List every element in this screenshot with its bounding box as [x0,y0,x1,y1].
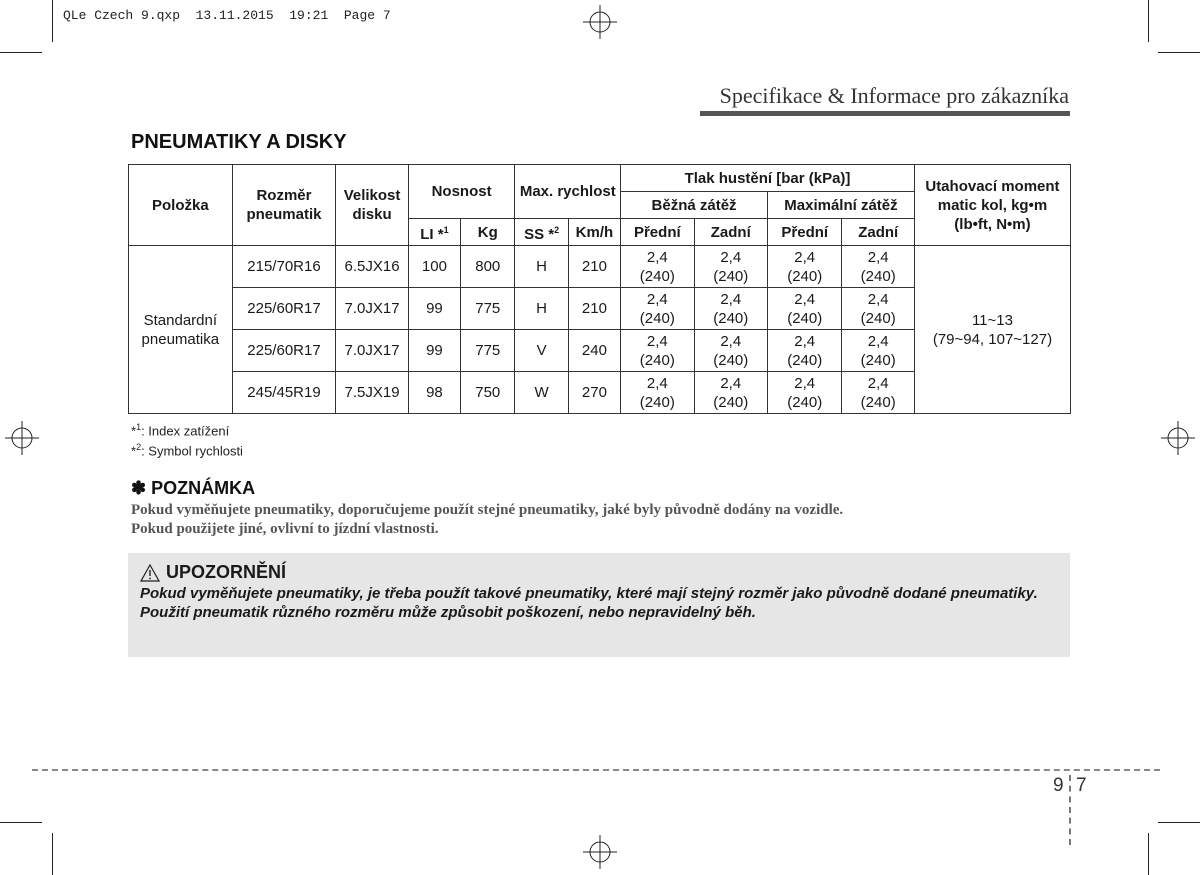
li-cell: 99 [408,288,460,330]
header-rear-max: Zadní [842,219,914,246]
warning-box [128,553,1070,657]
warning-text: Pokud vyměňujete pneumatiky, je třeba použít takové pneumatiky, které mají stejný rozměr jako původně dodané pneumatiky. [140,585,1038,602]
wheel-size-cell: 7.0JX17 [336,330,408,372]
crop-mark [1158,52,1200,53]
header-front-normal: Přední [621,219,694,246]
page-number-divider [1069,775,1072,845]
warning-text: Použití pneumatik různého rozměru může způsobit poškození, nebo nepravidelný běh. [140,604,756,621]
section-title: PNEUMATIKY A DISKY [131,131,347,153]
wheel-size-cell: 6.5JX16 [336,246,408,288]
header-li: LI *$^1$ [408,219,460,246]
header-ss: SS *$^2$ [515,219,568,246]
header-wheel-size: Velikost disku [336,165,408,246]
page-number: 7 [1076,775,1087,796]
warning-title: UPOZORNĚNÍ [166,562,287,582]
wheel-size-cell: 7.0JX17 [336,288,408,330]
pressure-cell: 2,4 (240) [694,330,767,372]
header-rule [700,111,1070,116]
kmh-cell: 240 [568,330,620,372]
ss-cell: W [515,372,568,414]
header-max-load: Maximální zátěž [768,192,915,219]
torque-value-cell: 11~13 (79~94, 107~127) [914,246,1070,414]
header-speed: Max. rychlost [515,165,621,219]
header-front-max: Přední [768,219,842,246]
pressure-cell: 2,4 (240) [694,246,767,288]
registration-mark-icon [1161,421,1195,455]
footnote-1: *$^1$: Index zatížení [131,422,230,439]
registration-mark-icon [583,835,617,869]
kg-cell: 775 [461,288,515,330]
note-text: Pokud vyměňujete pneumatiky, doporučujeme použít stejné pneumatiky, jaké byly původně dodány na vozidle. [131,502,844,518]
crop-mark [0,52,42,53]
tire-size-cell: 225/60R17 [232,288,336,330]
pressure-cell: 2,4 (240) [842,246,914,288]
header-kg: Kg [461,219,515,246]
pressure-cell: 2,4 (240) [621,288,694,330]
crop-mark [1148,0,1149,42]
pressure-cell: 2,4 (240) [842,372,914,414]
crop-mark [0,822,42,823]
header-tire-size: Rozměr pneumatik [232,165,336,246]
crop-mark [52,0,53,42]
kmh-cell: 210 [568,246,620,288]
pressure-cell: 2,4 (240) [768,330,842,372]
registration-mark-icon [5,421,39,455]
registration-mark-icon [583,5,617,39]
warning-heading [140,562,1060,583]
print-slug: QLe Czech 9.qxp 13.11.2015 19:21 Page 7 [63,8,391,23]
table-row [129,246,1071,288]
li-cell: 99 [408,330,460,372]
kmh-cell: 210 [568,288,620,330]
pressure-cell: 2,4 (240) [621,246,694,288]
header-rear-normal: Zadní [694,219,767,246]
note-section [131,478,1071,539]
wheel-size-cell: 7.5JX19 [336,372,408,414]
pressure-cell: 2,4 (240) [768,246,842,288]
ss-cell: H [515,246,568,288]
li-cell: 100 [408,246,460,288]
item-label-cell: Standardní pneumatika [129,246,233,414]
kg-cell: 775 [461,330,515,372]
pressure-cell: 2,4 (240) [768,372,842,414]
pressure-cell: 2,4 (240) [842,288,914,330]
header-normal-load: Běžná zátěž [621,192,768,219]
header-torque: Utahovací moment matic kol, kg•m (lb•ft, N•m) [914,165,1070,246]
pressure-cell: 2,4 (240) [694,372,767,414]
kg-cell: 750 [461,372,515,414]
ss-cell: H [515,288,568,330]
pressure-cell: 2,4 (240) [842,330,914,372]
tire-size-cell: 225/60R17 [232,330,336,372]
li-cell: 98 [408,372,460,414]
pressure-cell: 2,4 (240) [621,330,694,372]
tire-size-cell: 215/70R16 [232,246,336,288]
kmh-cell: 270 [568,372,620,414]
pressure-cell: 2,4 (240) [621,372,694,414]
footer-divider [32,769,1160,771]
tire-spec-table [128,164,1071,414]
header-item: Položka [129,165,233,246]
crop-mark [1148,833,1149,875]
header-load: Nosnost [408,165,515,219]
note-title: ✽ POZNÁMKA [131,478,256,498]
pressure-cell: 2,4 (240) [768,288,842,330]
header-kmh: Km/h [568,219,620,246]
note-text: Pokud použijete jiné, ovlivní to jízdní vlastnosti. [131,521,439,537]
footnote-2: *$^2$: Symbol rychlosti [131,442,243,459]
crop-mark [52,833,53,875]
kg-cell: 800 [461,246,515,288]
crop-mark [1158,822,1200,823]
header-pressure: Tlak hustění [bar (kPa)] [621,165,915,192]
ss-cell: V [515,330,568,372]
tire-size-cell: 245/45R19 [232,372,336,414]
warning-triangle-icon [140,564,160,582]
page-header-title: Specifikace & Informace pro zákazníka [719,83,1069,108]
pressure-cell: 2,4 (240) [694,288,767,330]
chapter-number: 9 [1053,775,1064,796]
